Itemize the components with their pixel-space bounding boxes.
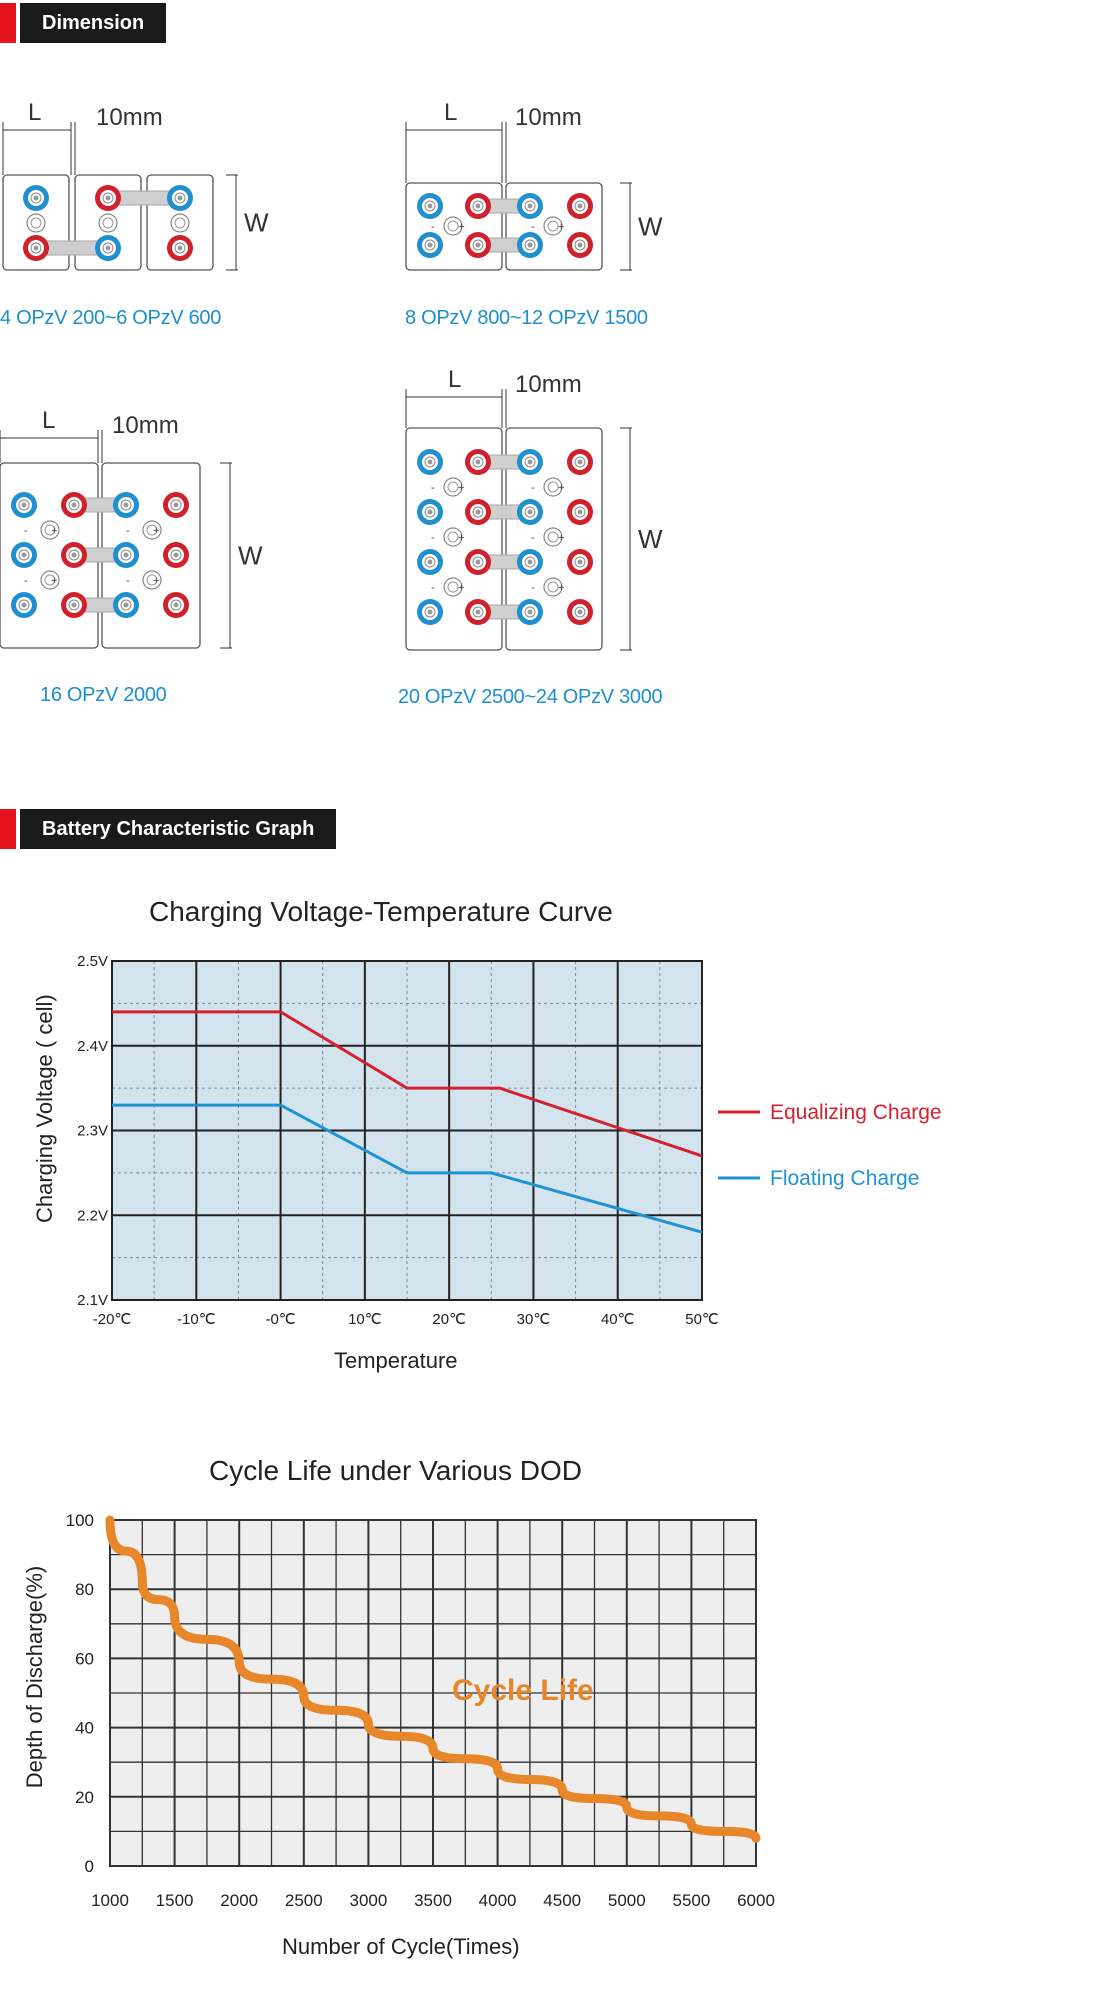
x-tick-label: -0℃ [265, 1311, 296, 1328]
cycle-life-annotation: Cycle Life [452, 1674, 594, 1707]
negative-terminal [417, 449, 443, 475]
positive-terminal [23, 235, 49, 261]
x-tick-label: 20℃ [432, 1311, 466, 1328]
polarity-sign: - [531, 221, 535, 233]
polarity-sign: - [126, 575, 130, 587]
positive-terminal [465, 193, 491, 219]
polarity-sign: + [558, 582, 565, 594]
x-tick-label: 3500 [414, 1891, 452, 1910]
legend-label: Floating Charge [770, 1167, 920, 1190]
x-tick-label: 30℃ [516, 1311, 551, 1328]
positive-terminal [567, 599, 593, 625]
positive-terminal [465, 449, 491, 475]
legend-label: Equalizing Charge [770, 1101, 942, 1124]
dimension-label-3: 16 OPzV 2000 [40, 684, 167, 706]
cycle-life-chart [0, 1500, 1120, 1940]
negative-terminal [11, 542, 37, 568]
negative-terminal [517, 599, 543, 625]
vent-cap [27, 214, 45, 232]
section-title-dimension: Dimension [20, 3, 166, 43]
polarity-sign: - [431, 221, 435, 233]
y-tick-label: 40 [75, 1718, 94, 1738]
dimension-label-1: 4 OPzV 200~6 OPzV 600 [0, 307, 222, 329]
voltage-temperature-chart [0, 940, 1120, 1360]
vent-cap [171, 214, 189, 232]
negative-terminal [11, 492, 37, 518]
y-tick-label: 2.5V [77, 953, 108, 970]
negative-terminal [167, 185, 193, 211]
positive-terminal [567, 449, 593, 475]
section-header-graph [0, 809, 336, 849]
polarity-sign: - [24, 575, 28, 587]
chart2-xlabel: Number of Cycle(Times) [282, 1934, 520, 1959]
y-tick-label: 2.4V [77, 1037, 108, 1055]
positive-terminal [163, 542, 189, 568]
positive-terminal [567, 549, 593, 575]
positive-terminal [167, 235, 193, 261]
x-tick-label: 4500 [543, 1891, 582, 1910]
dimension-W-label: W [238, 540, 263, 571]
positive-terminal [567, 499, 593, 525]
polarity-sign: + [558, 532, 565, 544]
positive-terminal [465, 599, 491, 625]
dimension-L-label: L [448, 366, 462, 393]
x-tick-label: 3000 [349, 1891, 388, 1910]
chart1-ylabel: Charging Voltage ( cell) [32, 994, 57, 1223]
polarity-sign: - [531, 482, 535, 494]
y-tick-label: 0 [84, 1857, 94, 1876]
negative-terminal [113, 542, 139, 568]
x-tick-label: 1000 [91, 1891, 129, 1910]
polarity-sign: + [153, 525, 160, 537]
positive-terminal [567, 232, 593, 258]
x-tick-label: 5500 [672, 1891, 711, 1910]
positive-terminal [95, 185, 121, 211]
chart1-xlabel: Temperature [334, 1348, 458, 1373]
polarity-sign: + [458, 221, 465, 233]
polarity-sign: + [558, 221, 565, 233]
polarity-sign: + [51, 575, 58, 587]
y-tick-label: 20 [75, 1787, 94, 1807]
polarity-sign: - [24, 525, 28, 537]
polarity-sign: - [431, 532, 435, 544]
x-tick-label: 10℃ [348, 1311, 382, 1328]
dimension-gap-label: 10mm [515, 104, 582, 131]
polarity-sign: + [558, 482, 565, 494]
polarity-sign: - [431, 582, 435, 594]
negative-terminal [113, 492, 139, 518]
positive-terminal [163, 592, 189, 618]
y-tick-label: 60 [75, 1649, 94, 1669]
y-tick-label: 2.1V [77, 1292, 108, 1309]
chart2-title: Cycle Life under Various DOD [209, 1455, 582, 1486]
x-tick-label: 6000 [737, 1891, 775, 1910]
polarity-sign: - [126, 525, 130, 537]
dimension-W-label: W [638, 211, 663, 242]
dimension-label-4: 20 OPzV 2500~24 OPzV 3000 [398, 686, 663, 708]
x-tick-label: 1500 [155, 1891, 194, 1910]
positive-terminal [163, 492, 189, 518]
negative-terminal [517, 549, 543, 575]
negative-terminal [417, 193, 443, 219]
section-title-graph: Battery Characteristic Graph [20, 809, 336, 849]
x-tick-label: 5000 [607, 1891, 646, 1910]
negative-terminal [517, 449, 543, 475]
negative-terminal [417, 599, 443, 625]
vent-cap [99, 214, 117, 232]
negative-terminal [95, 235, 121, 261]
x-tick-label: -20℃ [92, 1311, 132, 1328]
polarity-sign: + [153, 575, 160, 587]
x-tick-label: 2000 [220, 1891, 259, 1910]
negative-terminal [517, 193, 543, 219]
dimension-gap-label: 10mm [515, 371, 582, 398]
negative-terminal [417, 549, 443, 575]
dimension-W-label: W [244, 207, 269, 238]
dimension-L-label: L [42, 407, 56, 434]
positive-terminal [61, 542, 87, 568]
polarity-sign: - [431, 482, 435, 494]
chart1-title: Charging Voltage-Temperature Curve [149, 896, 613, 927]
dimension-label-2: 8 OPzV 800~12 OPzV 1500 [405, 307, 648, 329]
polarity-sign: + [51, 525, 58, 537]
positive-terminal [61, 492, 87, 518]
negative-terminal [113, 592, 139, 618]
positive-terminal [465, 549, 491, 575]
positive-terminal [61, 592, 87, 618]
dimension-diagrams [0, 0, 1120, 720]
dimension-gap-label: 10mm [112, 412, 179, 439]
y-tick-label: 2.3V [77, 1122, 108, 1140]
dimension-gap-label: 10mm [96, 104, 163, 131]
negative-terminal [23, 185, 49, 211]
x-tick-label: 2500 [284, 1891, 323, 1910]
y-tick-label: 80 [75, 1580, 94, 1600]
negative-terminal [517, 232, 543, 258]
section-accent-bar [0, 809, 16, 849]
polarity-sign: + [458, 482, 465, 494]
dimension-L-label: L [444, 99, 458, 126]
polarity-sign: - [531, 582, 535, 594]
negative-terminal [417, 499, 443, 525]
y-tick-label: 100 [65, 1511, 94, 1530]
negative-terminal [417, 232, 443, 258]
positive-terminal [465, 499, 491, 525]
negative-terminal [11, 592, 37, 618]
negative-terminal [517, 499, 543, 525]
positive-terminal [567, 193, 593, 219]
x-tick-label: 50℃ [685, 1311, 719, 1328]
x-tick-label: -10℃ [177, 1311, 216, 1328]
chart2-ylabel: Depth of Discharge(%) [22, 1565, 47, 1789]
polarity-sign: + [458, 532, 465, 544]
polarity-sign: + [458, 582, 465, 594]
positive-terminal [465, 232, 491, 258]
y-tick-label: 2.2V [77, 1207, 108, 1225]
x-tick-label: 4000 [478, 1891, 517, 1910]
dimension-L-label: L [28, 99, 42, 126]
dimension-W-label: W [638, 524, 663, 554]
polarity-sign: - [531, 532, 535, 544]
x-tick-label: 40℃ [600, 1311, 635, 1328]
